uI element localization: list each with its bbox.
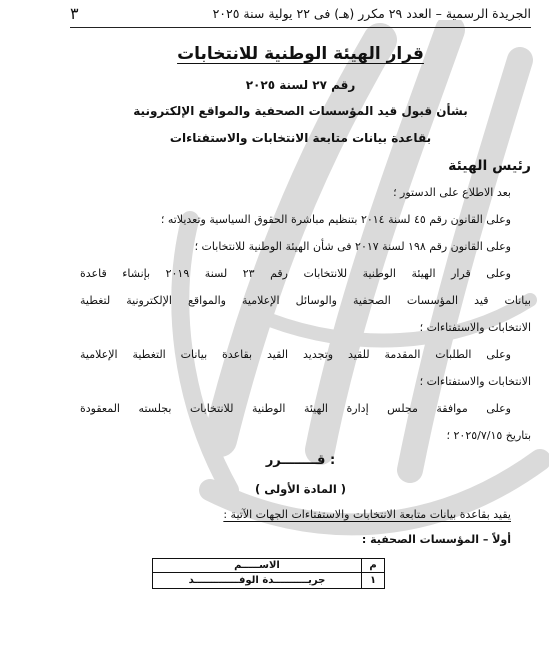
article-heading: ( المادة الأولى ) xyxy=(254,482,347,496)
preamble-line: بيانات قيد المؤسسات الصحفية والوسائل الإعلامية والمواقع الإلكترونية لتغطية xyxy=(80,294,531,307)
preamble-line: وعلى القانون رقم ١٩٨ لسنة ٢٠١٧ فى شأن الهيئة الوطنية للانتخابات ؛ xyxy=(194,240,511,253)
decision-heading: : قــــــــرر xyxy=(265,453,336,468)
institutions-table xyxy=(152,558,385,589)
row-number: ١ xyxy=(362,573,385,589)
preamble-line: وعلى الطلبات المقدمة للقيد وتجديد القيد بقاعدة بيانات التغطية الإعلامية xyxy=(80,348,511,361)
row-name: جريــــــــــدة الوفـــــــــــــد xyxy=(153,573,362,589)
preamble-line: وعلى القانون رقم ٤٥ لسنة ٢٠١٤ بتنظيم مباشرة الحقوق السياسية وتعديلاته ؛ xyxy=(160,213,511,226)
decree-subject-line-2: بقاعدة بيانات متابعة الانتخابات والاستفتاءات xyxy=(169,131,432,145)
column-header-number: م xyxy=(362,559,385,573)
header-rule xyxy=(70,27,531,28)
preamble-line: بعد الاطلاع على الدستور ؛ xyxy=(393,186,511,199)
table-row xyxy=(153,573,385,589)
authority-heading: رئيس الهيئة xyxy=(448,158,531,174)
running-header xyxy=(70,4,531,26)
table-header-row xyxy=(153,559,385,573)
decree-subject-line-1: بشأن قبول قيد المؤسسات الصحفية والمواقع الإلكترونية xyxy=(133,104,468,118)
decree-number: رقم ٢٧ لسنة ٢٠٢٥ xyxy=(245,78,356,92)
category-heading: أولاً – المؤسسات الصحفية : xyxy=(361,533,511,546)
preamble-line: الانتخابات والاستفتاءات ؛ xyxy=(419,321,531,334)
page-number: ٣ xyxy=(70,4,79,23)
decree-title: قرار الهيئة الوطنية للانتخابات xyxy=(177,44,424,64)
preamble-line: الانتخابات والاستفتاءات ؛ xyxy=(419,375,531,388)
column-header-name: الاســـــم xyxy=(153,559,362,573)
preamble-line: وعلى موافقة مجلس إدارة الهيئة الوطنية للانتخابات بجلسته المعقودة xyxy=(80,402,511,415)
watermark xyxy=(150,20,549,560)
header-title: الجريدة الرسمية – العدد ٢٩ مكرر (هـ) فى ٢٢ يولية سنة ٢٠٢٥ xyxy=(212,6,531,21)
preamble-line: وعلى قرار الهيئة الوطنية للانتخابات رقم ٢٣ لسنة ٢٠١٩ بإنشاء قاعدة xyxy=(80,267,511,280)
preamble-line: بتاريخ ٢٠٢٥/٧/١٥ ؛ xyxy=(446,429,531,442)
article-text: يقيد بقاعدة بيانات متابعة الانتخابات والاستفتاءات الجهات الآتية : xyxy=(223,508,511,521)
